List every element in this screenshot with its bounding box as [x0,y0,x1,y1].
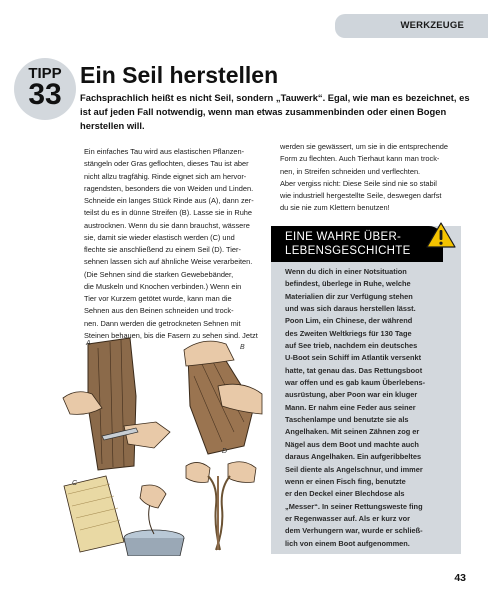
intro-text: Fachsprachlich heißt es nicht Seil, sondern „Tauwerk“. Egal, wie man es bezeichnet, es ist auf jeden Fall notwendig, wenn man etwas zusammenbinden oder einen Bogen herstellen will. [80,92,470,131]
body-line: nen. Dann werden die getrockneten Sehnen mit [84,318,241,328]
body-line: Aber vergiss nicht: Diese Seile sind nie so stabil [280,178,437,188]
story-line: auf See trieb, nachdem ein deutsches [285,341,418,351]
story-text [285,266,451,550]
story-line: Angelhaken. Mit seinen Zähnen zog er [285,427,420,437]
figure-label-b: B [240,344,245,351]
body-line: werden sie gewässert, um sie in die entsprechende [280,142,449,151]
body-line: teilst du es in dünne Streifen (B). Lasse sie in Ruhe [84,208,253,218]
page-title: Ein Seil herstellen [80,62,279,88]
story-line: war offen und es gab kaum Überlebens- [285,378,426,388]
survival-story-box [271,226,461,554]
story-line: und was sich daraus herstellen lässt. [285,304,416,314]
body-line: flechte sie anschließend zu einem Seil (D). Tier- [84,245,241,254]
body-line: nicht allzu tragfähig. Rinde eignet sich am hervor- [84,171,247,181]
body-line: Form zu flechten. Auch Tierhaut kann man trock- [280,154,440,164]
figure-b-drawing [184,341,262,454]
body-line: Ein einfaches Tau wird aus elastischen Pflanzen- [84,147,245,156]
body-line: (Die Sehnen sind die starken Gewebebänder, [84,269,234,279]
story-line: ausrüstung, aber Poon war ein kluger [285,390,418,400]
figure-c-drawing [64,476,184,556]
figure-label-c: C [72,480,78,487]
story-line: Materialien dir zur Verfügung stehen [285,291,413,301]
body-column-left [84,146,261,342]
body-line: Sehnen aus den Beinen schneiden und trock- [84,306,234,316]
story-line: Poon Lim, ein Chinese, der während [285,316,413,326]
story-line: lich von einem Boot aufgenommen. [285,538,410,548]
section-label: WERKZEUGE [400,20,464,31]
tip-number: 33 [28,78,62,111]
story-heading-line: EINE WAHRE ÜBER- [285,231,402,243]
section-tab [335,14,488,38]
story-line: dem Verhungern war, wurde er schließ- [285,526,423,536]
body-line: nen, in Streifen schneiden und verflechten. [280,166,421,176]
body-line: Steinen behauen, bis die Fasern zu sehen sind. Jetzt [84,330,258,340]
story-line: wenn er einen Fisch fing, benutzte [285,476,406,486]
figure-label-d: D [222,448,228,455]
tip-label: TIPP [28,65,62,82]
warning-icon [426,222,456,248]
body-line: du sie nie zum Klettern benutzen! [280,203,390,213]
tip-badge [14,58,76,120]
body-line: sie, damit sie wieder elastisch werden (C) und [84,232,235,242]
rope-making-illustration [58,336,268,556]
story-line: „Messer“. In seiner Rettungsweste fing [285,501,423,511]
story-line: daraus Angelhaken. Ein aufgeribbeltes [285,452,422,462]
body-line: wie industriell hergestellte Seile, deswegen darfst [280,191,442,200]
story-line: Mann. Er nahm eine Feder aus seiner [285,402,416,412]
body-line: Schneide ein langes Stück Rinde aus (A), dann zer- [84,196,254,205]
story-line: befindest, überlege in Ruhe, welche [285,279,411,289]
story-line: Nägel aus dem Boot und machte auch [285,439,419,449]
body-column-right [280,141,460,215]
illustration-drawing [58,336,268,556]
figure-a-drawing [63,338,170,470]
story-line: er den Deckel einer Blechdose als [285,489,405,499]
story-line: Wenn du dich in einer Notsituation [285,267,407,276]
story-heading [271,226,443,262]
story-line: hatte, tat genau das. Das Rettungsboot [285,365,423,375]
body-line: sehnen lassen sich auf ähnliche Weise verarbeiten. [84,257,253,267]
body-line: austrocknen. Wenn du sie dann brauchst, wässere [84,220,250,230]
story-line: Seil diente als Angelschnur, und immer [285,464,423,474]
story-heading-line: LEBENSGESCHICHTE [285,245,411,257]
story-line: er Regenwasser auf. Als er kurz vor [285,513,411,523]
body-line: stängeln oder Gras geflochten, dieses Tau ist aber [84,159,249,169]
body-line: die Muskeln und Knochen verbinden.) Wenn ein [84,281,242,291]
page-number: 43 [454,572,466,584]
story-line: Taschenlampe und benutzte sie als [285,415,409,425]
story-line: des Zweiten Weltkriegs für 130 Tage [285,328,412,338]
figure-d-drawing [186,462,256,550]
figure-label-a: A [86,340,91,347]
story-line: U-Boot sein Schiff im Atlantik versenkt [285,353,422,363]
body-line: Tier vor Kurzem getötet wurde, kann man die [84,294,232,303]
body-line: ragendsten, besonders die von Weiden und Linden. [84,183,254,193]
